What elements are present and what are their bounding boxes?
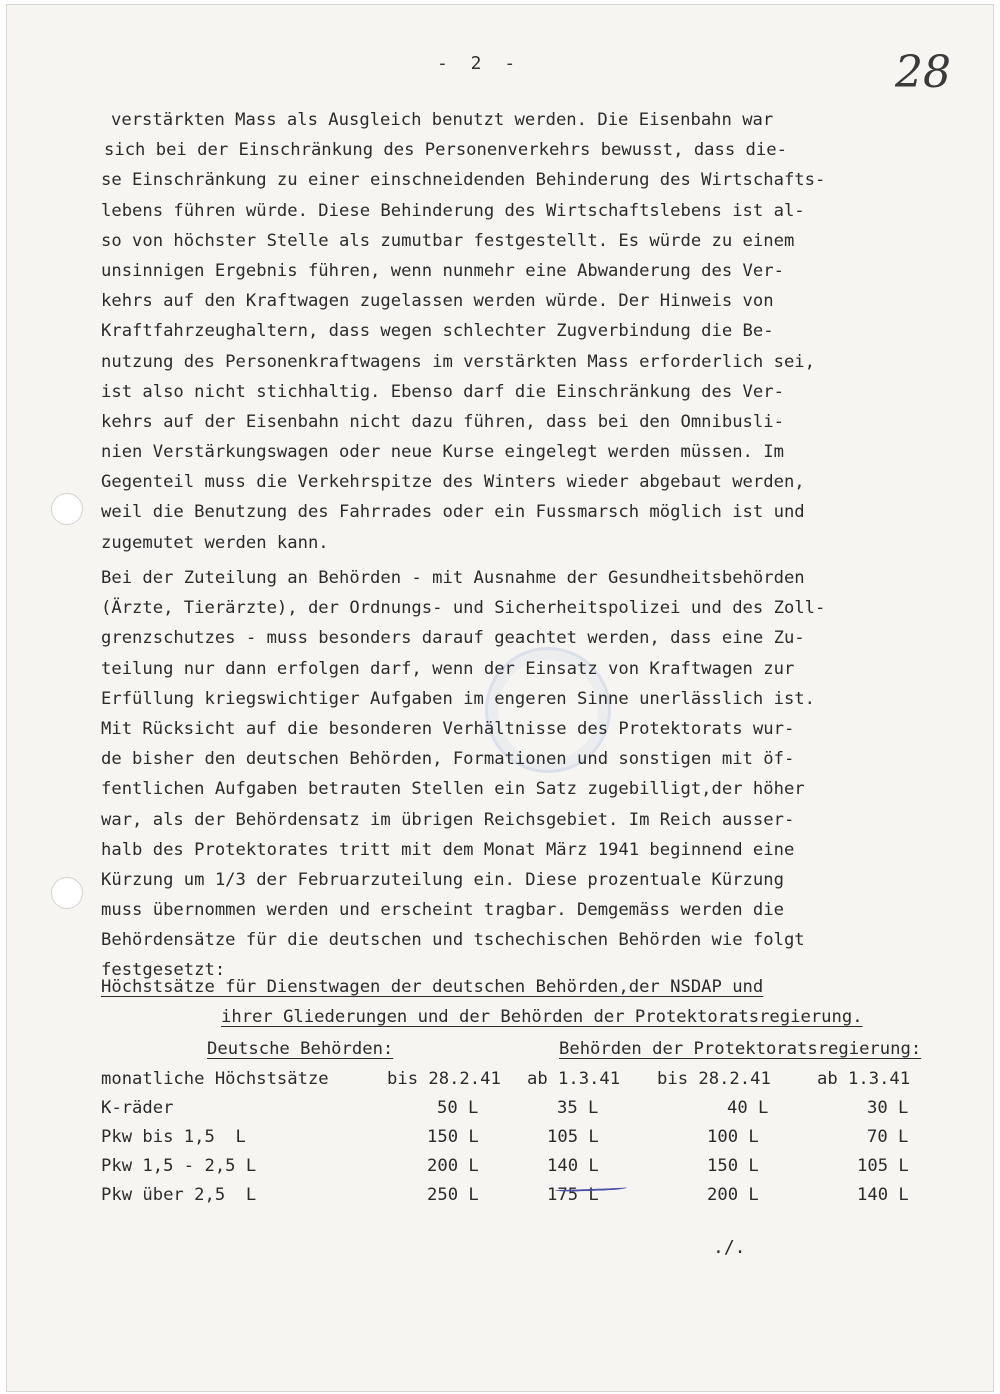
paragraph-1 — [101, 105, 961, 558]
text-line: zugemutet werden kann. — [101, 532, 329, 553]
text-line: kehrs auf den Kraftwagen zugelassen werden würde. Der Hinweis von — [101, 291, 774, 312]
cell: 35 L — [557, 1098, 599, 1118]
row-label: Pkw 1,5 - 2,5 L — [101, 1156, 257, 1176]
text-line: Kraftfahrzeughaltern, dass wegen schlechter Zugverbindung die Be- — [101, 321, 774, 342]
cell: 175 L — [547, 1185, 599, 1205]
text-line: halb des Protektorates tritt mit dem Monat März 1941 beginnend eine — [101, 839, 795, 860]
header-col-4: ab 1.3.41 — [817, 1069, 911, 1089]
text-line: de bisher den deutschen Behörden, Formationen und sonstigen mit öf- — [101, 749, 795, 770]
continuation-mark: ./. — [713, 1237, 746, 1258]
paragraph-2 — [101, 563, 961, 986]
folio-number: 28 — [895, 47, 951, 98]
table-title-line-1: Höchstsätze für Dienstwagen der deutschen Behörden,der NSDAP und — [101, 977, 764, 997]
text-line: (Ärzte, Tierärzte), der Ordnungs- und Sicherheitspolizei und des Zoll- — [101, 598, 826, 619]
text-line: Gegenteil muss die Verkehrspitze des Winters wieder abgebaut werden, — [101, 472, 805, 493]
text-line: lebens führen würde. Diese Behinderung des Wirtschaftslebens ist al- — [101, 200, 805, 221]
cell: 100 L — [707, 1127, 759, 1147]
text-line: Erfüllung kriegswichtiger Aufgaben im engeren Sinne unerlässlich ist. — [101, 688, 815, 709]
group-heading-protectorate: Behörden der Protektoratsregierung: — [559, 1039, 922, 1059]
text-line: so von höchster Stelle als zumutbar festgestellt. Es würde zu einem — [101, 230, 795, 251]
cell: 150 L — [427, 1127, 479, 1147]
text-line: sich bei der Einschränkung des Personenverkehrs bewusst, dass die- — [104, 140, 787, 161]
text-line: festgesetzt: — [101, 960, 226, 981]
table-row — [101, 1185, 951, 1213]
header-col-1: bis 28.2.41 — [387, 1069, 501, 1089]
text-line: war, als der Behördensatz im übrigen Reichsgebiet. Im Reich ausser- — [101, 809, 795, 830]
cell: 30 L — [867, 1098, 909, 1118]
text-line: muss übernommen werden und erscheint tragbar. Demgemäss werden die — [101, 900, 784, 921]
text-line: Behördensätze für die deutschen und tschechischen Behörden wie folgt — [101, 930, 805, 951]
punch-hole-icon — [51, 493, 83, 525]
text-line: unsinnigen Ergebnis führen, wenn nunmehr eine Abwanderung des Ver- — [101, 260, 784, 281]
cell: 70 L — [867, 1127, 909, 1147]
cell: 40 L — [727, 1098, 769, 1118]
text-line: grenzschutzes - muss besonders darauf geachtet werden, dass eine Zu- — [101, 628, 805, 649]
group-heading-german: Deutsche Behörden: — [207, 1039, 394, 1059]
text-line: weil die Benutzung des Fahrrades oder ein Fussmarsch möglich ist und — [101, 502, 805, 523]
cell: 105 L — [857, 1156, 909, 1176]
cell: 50 L — [437, 1098, 479, 1118]
text-line: ist also nicht stichhaltig. Ebenso darf die Einschränkung des Ver- — [101, 381, 784, 402]
text-line: teilung nur dann erfolgen darf, wenn der Einsatz von Kraftwagen zur — [101, 658, 795, 679]
text-line: Kürzung um 1/3 der Februarzuteilung ein. Diese prozentuale Kürzung — [101, 869, 784, 890]
table-row — [101, 1098, 951, 1126]
row-label: K-räder — [101, 1098, 174, 1118]
text-line: se Einschränkung zu einer einschneidenden Behinderung des Wirtschafts- — [101, 170, 826, 191]
text-line: Bei der Zuteilung an Behörden - mit Ausnahme der Gesundheitsbehörden — [101, 568, 805, 588]
cell: 150 L — [707, 1156, 759, 1176]
text-line: Mit Rücksicht auf die besonderen Verhältnisse des Protektorats wur- — [101, 718, 795, 739]
document-page — [6, 4, 994, 1392]
text-line: verstärkten Mass als Ausgleich benutzt werden. Die Eisenbahn war — [111, 110, 774, 130]
table-title-line-2: ihrer Gliederungen und der Behörden der Protektoratsregierung. — [221, 1007, 863, 1027]
row-label: Pkw bis 1,5 L — [101, 1127, 246, 1147]
row-label: Pkw über 2,5 L — [101, 1185, 257, 1205]
header-col-3: bis 28.2.41 — [657, 1069, 771, 1089]
header-label: monatliche Höchstsätze — [101, 1069, 329, 1089]
cell: 140 L — [547, 1156, 599, 1176]
header-col-2: ab 1.3.41 — [527, 1069, 621, 1089]
page-number: - 2 - — [437, 53, 522, 74]
cell: 200 L — [707, 1185, 759, 1205]
table-row — [101, 1156, 951, 1184]
cell: 200 L — [427, 1156, 479, 1176]
text-line: fentlichen Aufgaben betrauten Stellen ein Satz zugebilligt,der höher — [101, 779, 805, 800]
text-line: nien Verstärkungswagen oder neue Kurse eingelegt werden müssen. Im — [101, 442, 784, 463]
text-line: kehrs auf der Eisenbahn nicht dazu führen, dass bei den Omnibusli- — [101, 411, 784, 432]
cell: 250 L — [427, 1185, 479, 1205]
text-line: nutzung des Personenkraftwagens im verstärkten Mass erforderlich sei, — [101, 351, 815, 372]
cell: 140 L — [857, 1185, 909, 1205]
cell: 105 L — [547, 1127, 599, 1147]
table-row — [101, 1127, 951, 1155]
table-header-row — [101, 1069, 951, 1097]
punch-hole-icon — [51, 877, 83, 909]
